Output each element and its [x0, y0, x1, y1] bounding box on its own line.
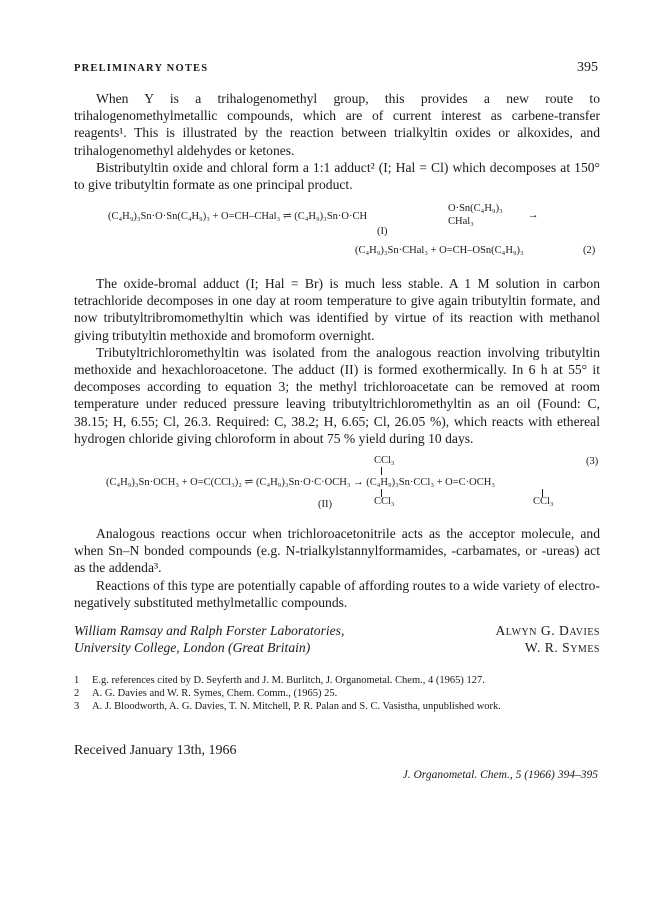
- reference-item: [74, 674, 600, 687]
- paragraph: The oxide-bromal adduct (I; Hal = Br) is much less stable. A 1 M solution in carbon tetrachloride decomposes in one day at room temperature to give again tributyltin formate, and now tributyltribromomethyltin which was identified by virtue of its reaction with methanol giving tributyltin methoxide and bromoform overnight.: [74, 276, 600, 343]
- reference-text: A. J. Bloodworth, A. G. Davies, T. N. Mitchell, P. R. Palan and S. C. Vasistha, unpublished work.: [92, 701, 501, 712]
- body-section-3: [74, 525, 600, 611]
- equation-2-arrow: →: [528, 210, 539, 221]
- journal-reference: J. Organometal. Chem., 5 (1966) 394–395: [402, 769, 598, 781]
- received-date: Received January 13th, 1966: [74, 743, 237, 758]
- equation-number-2: (2): [583, 245, 596, 256]
- equation-3-main: (C₄H₉)₃Sn·OCH₃ + O=C(CCl₃)₂ ⇌ (C₄H₉)₃Sn·O·C·OCH₃ → (C₄H₉)₃Sn·CCl₃ + O=C·OCH₃: [106, 477, 495, 488]
- references: [74, 674, 600, 713]
- affiliation-line-2: University College, London (Great Britain): [74, 640, 311, 655]
- compound-label-I: (I): [377, 226, 388, 237]
- paragraph: When Y is a trihalogenomethyl group, this provides a new route to trihalogenomethylmetallic compounds, which are of current interest as carbene-transfer reagents¹. This is illustrated by the reaction between trialkyltin oxides or alkoxides, and trihalogenomethyl aldehydes or ketones.: [74, 91, 600, 158]
- equation-2-line2: (C₄H₉)₃Sn·CHal₃ + O=CH–OSn(C₄H₉)₃: [355, 245, 524, 256]
- reference-text: A. G. Davies and W. R. Symes, Chem. Comm., (1965) 25.: [92, 688, 338, 699]
- body-section-1: [74, 90, 600, 193]
- paragraph: Analogous reactions occur when trichloroacetonitrile acts as the acceptor molecule, and when Sn–N bonded compounds (e.g. N-trialkylstannylformamides, -carbamates, or -ureas) act as the addenda³.: [74, 526, 600, 576]
- equation-2-branch-bottom: CHal₃: [448, 216, 474, 227]
- authors: [495, 622, 600, 656]
- reference-item: [74, 687, 600, 700]
- page-number: 395: [577, 60, 598, 75]
- equation-3-ccl3-bottom: CCl₃: [374, 496, 395, 507]
- reference-number: 2: [74, 688, 80, 699]
- signature-block: [74, 622, 600, 656]
- author-1: Alwyn G. Davies: [495, 623, 600, 638]
- equation-2-line1: (C₄H₉)₃Sn·O·Sn(C₄H₉)₃ + O=CH–CHal₃ ⇌ (C₄H₉)₃Sn·O·CH: [108, 211, 368, 222]
- compound-label-II: (II): [318, 499, 332, 510]
- reference-number: 1: [74, 675, 80, 686]
- equation-2-branch-top: O·Sn(C₄H₉)₃: [448, 203, 503, 214]
- reference-text: E.g. references cited by D. Seyferth and J. M. Burlitch, J. Organometal. Chem., 4 (1965) 127.: [92, 675, 485, 686]
- equation-3-ccl3-right: CCl₃: [533, 496, 554, 507]
- reference-item: [74, 700, 600, 713]
- equation-number-3: (3): [586, 456, 599, 467]
- equation-3-ccl3-top: CCl₃: [374, 455, 395, 466]
- affiliation-line-1: William Ramsay and Ralph Forster Laboratories,: [74, 623, 345, 638]
- paragraph: Reactions of this type are potentially capable of affording routes to a wide variety of electro-negatively substituted methylmetallic compounds.: [74, 577, 600, 610]
- running-title: PRELIMINARY NOTES: [74, 63, 209, 74]
- reference-number: 3: [74, 701, 80, 712]
- bond-line: [381, 467, 382, 475]
- paragraph: Tributyltrichloromethyltin was isolated from the analogous reaction involving tributyltin methoxide and hexachloroacetone. The adduct (II) is formed exothermically. In 6 h at 55° it decomposes according to equation 3; the methyl trichloroacetate can be removed at room temperature under reduced pressure leaving tributyltrichloromethyltin as an oil (Found: C, 38.15; H, 6.55; Cl, 26.3. Required: C, 38.2; H, 6.65; Cl, 26.05 %), which reacts with ethereal hydrogen chloride giving chloroform in about 75 % yield during 10 days.: [74, 344, 600, 446]
- body-section-2: [74, 275, 600, 447]
- paragraph: Bistributyltin oxide and chloral form a 1:1 adduct² (I; Hal = Cl) which decomposes at 150° to give tributyltin formate as one principal product.: [74, 159, 600, 193]
- author-2: W. R. Symes: [524, 640, 600, 655]
